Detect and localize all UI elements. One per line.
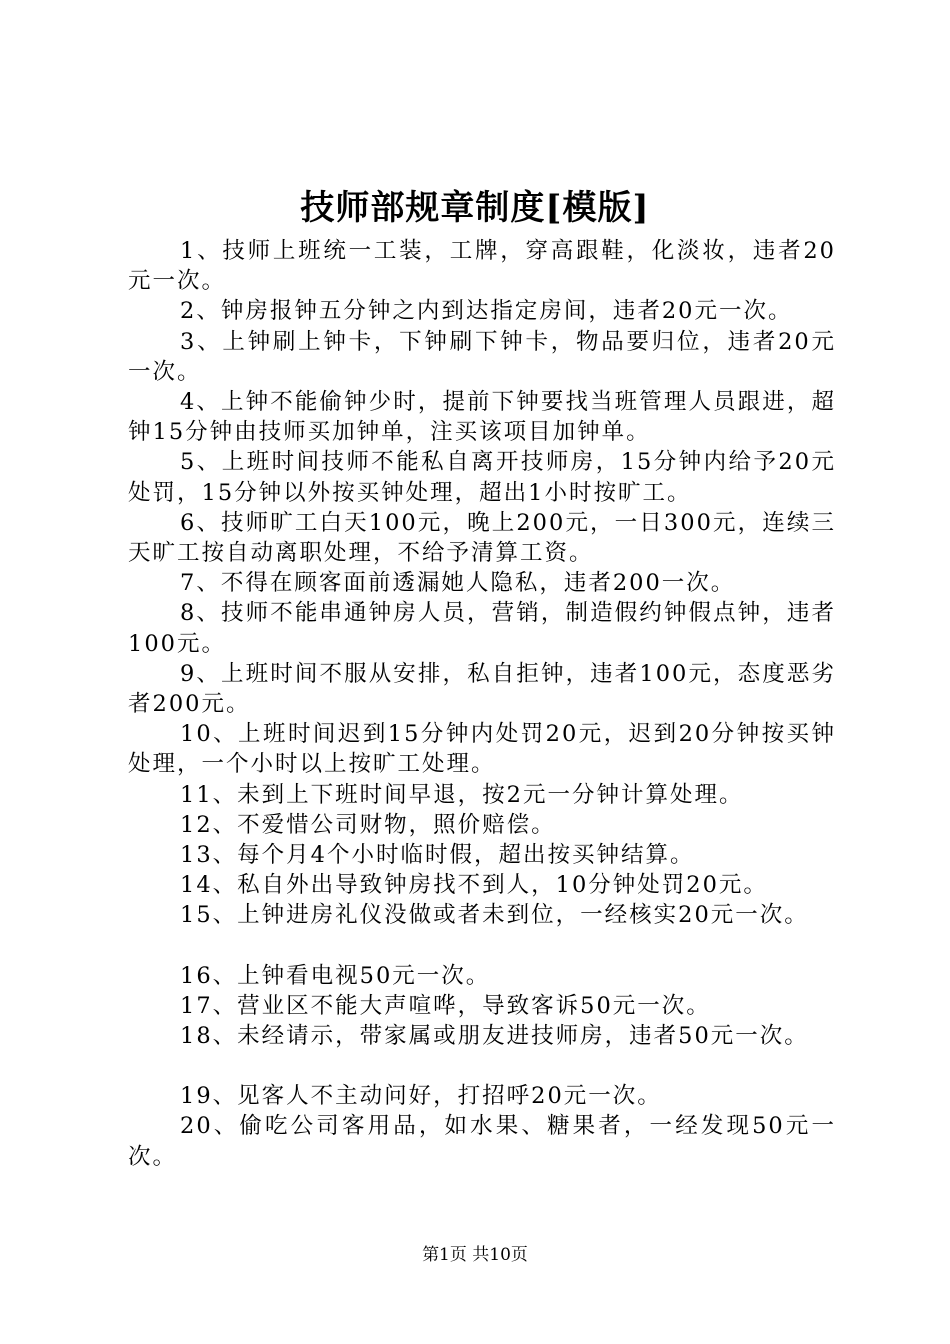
- rule-item: 6、技师旷工白天100元，晚上200元，一日300元，连续三天旷工按自动离职处理，不给予清算工资。: [128, 509, 836, 567]
- rule-item: 17、营业区不能大声喧哗，导致客诉50元一次。: [180, 992, 711, 1019]
- rules-list: [128, 236, 836, 1172]
- rule-item: 11、未到上下班时间早退，按2元一分钟计算处理。: [180, 781, 744, 808]
- rule-item: 14、私自外出导致钟房找不到人，10分钟处罚20元。: [180, 872, 768, 899]
- rule-item: 19、见客人不主动问好，打招呼20元一次。: [180, 1083, 662, 1110]
- rule-item: 15、上钟进房礼仪没做或者未到位，一经核实20元一次。: [180, 902, 809, 929]
- rule-item: 7、不得在顾客面前透漏她人隐私，违者200一次。: [180, 570, 736, 597]
- rule-item: 16、上钟看电视50元一次。: [180, 962, 491, 989]
- rule-item: 12、不爱惜公司财物，照价赔偿。: [180, 811, 556, 838]
- rule-item: 4、上钟不能偷钟少时，提前下钟要找当班管理人员跟进，超钟15分钟由技师买加钟单，注买该项目加钟单。: [128, 389, 836, 446]
- rule-item: 3、上钟刷上钟卡，下钟刷下钟卡，物品要归位，违者20元一次。: [128, 328, 836, 385]
- rule-item: 20、偷吃公司客用品，如水果、糖果者，一经发现50元一次。: [128, 1113, 836, 1170]
- rule-item: 10、上班时间迟到15分钟内处罚20元，迟到20分钟按买钟处理，一个小时以上按旷工处理。: [128, 721, 836, 778]
- page-title: 技师部规章制度[模版]: [300, 188, 650, 228]
- rule-item: 18、未经请示，带家属或朋友进技师房，违者50元一次。: [180, 1023, 809, 1050]
- rule-item: 5、上班时间技师不能私自离开技师房，15分钟内给予20元处罚，15分钟以外按买钟处理，超出1小时按旷工。: [128, 449, 836, 506]
- rule-item: 2、钟房报钟五分钟之内到达指定房间，违者20元一次。: [180, 298, 793, 325]
- page-footer: 第1页 共10页: [422, 1245, 528, 1265]
- rule-item: 9、上班时间不服从安排，私自拒钟，违者100元，态度恶劣者200元。: [128, 660, 836, 718]
- rule-item: 1、技师上班统一工装，工牌，穿高跟鞋，化淡妆，违者20元一次。: [128, 238, 836, 295]
- rule-item: 13、每个月4个小时临时假，超出按买钟结算。: [180, 842, 695, 869]
- rule-item: 8、技师不能串通钟房人员，营销，制造假约钟假点钟，违者100元。: [128, 600, 836, 657]
